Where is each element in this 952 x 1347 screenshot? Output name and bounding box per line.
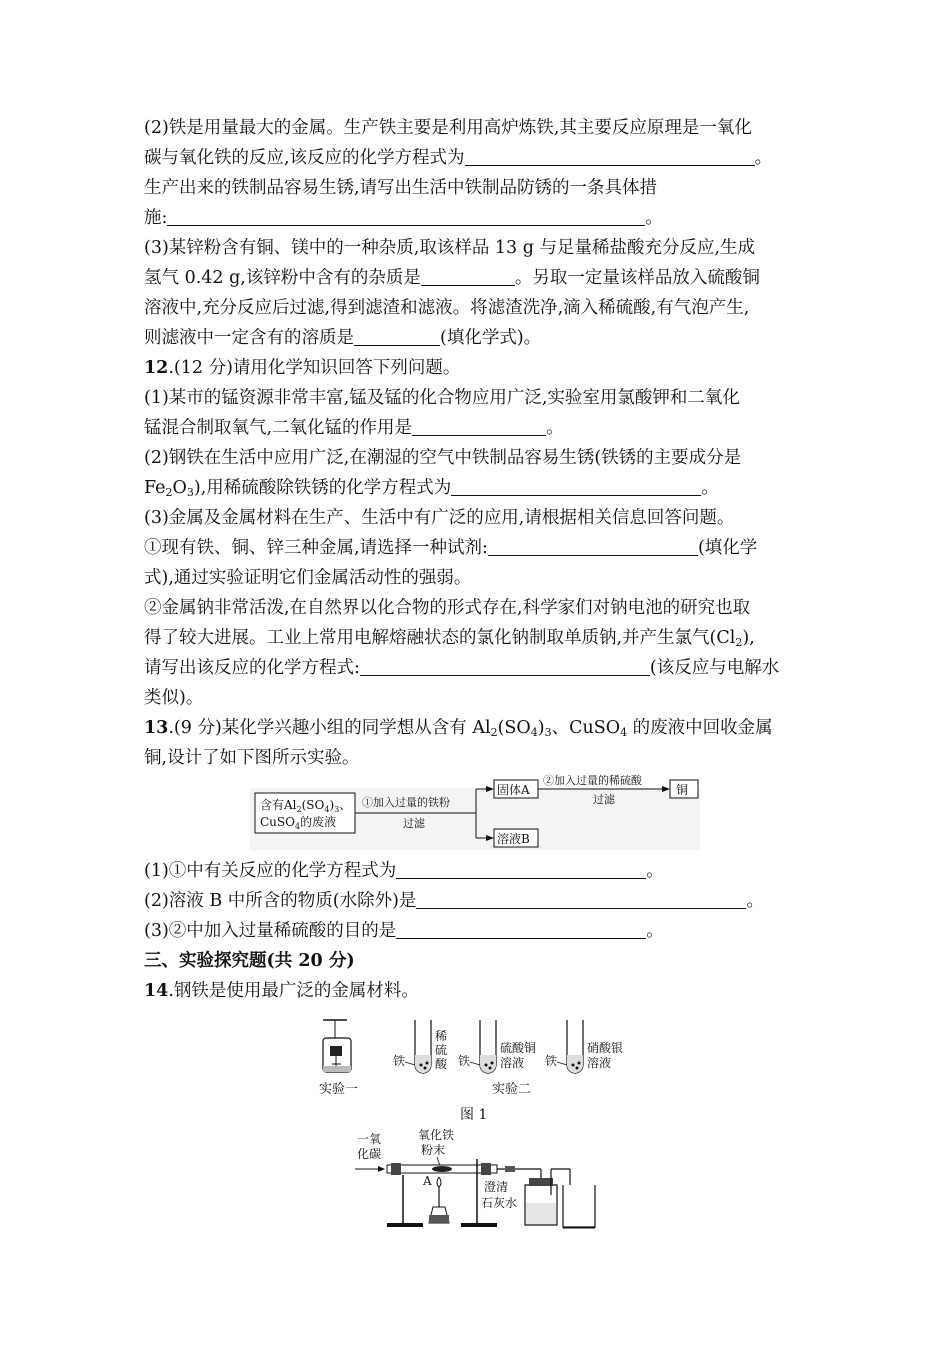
iron-label: 铁 [458, 1054, 471, 1068]
q11-p2-line4: 施: 。 [144, 208, 663, 228]
q11-p2-line3: 生产出来的铁制品容易生锈,请写出生活中铁制品防锈的一条具体措 [144, 178, 658, 198]
q12-p3-line5: 得了较大进展。工业上常用电解熔融状态的氯化钠制取单质钠,并产生氯气$(Cl_2)$, [144, 628, 755, 649]
answer-blank[interactable] [416, 892, 746, 909]
waste-liquid-line1: 含有$Al_2(SO_4)_3$、 [260, 798, 352, 814]
q13-line2: 铜,设计了如下图所示实验。 [144, 748, 360, 768]
answer-blank[interactable] [360, 659, 650, 676]
co-label-1: 一氧 [357, 1132, 382, 1146]
agno3-label-2: 溶液 [587, 1056, 612, 1070]
q12-p3-line3: 式),通过实验证明它们金属活动性的强弱。 [144, 568, 472, 588]
dilute-acid-label-1: 稀 [435, 1029, 448, 1043]
q11-p2-line1: (2)铁是用量最大的金属。生产铁主要是利用高炉炼铁,其主要反应原理是一氧化 [144, 118, 752, 138]
test-tube-2 [480, 1020, 496, 1073]
experiment-1-apparatus [323, 1020, 351, 1072]
step1-top-label: ①加入过量的铁粉 [362, 796, 450, 809]
q13-q2: (2)溶液 B 中所含的物质(水除外)是 。 [144, 891, 764, 911]
limewater-label-1: 澄清 [484, 1180, 509, 1194]
q14-heading: 14.钢铁是使用最广泛的金属材料。 [144, 981, 419, 1001]
q11-p2-line2: 碳与氧化铁的反应,该反应的化学方程式为 。 [144, 148, 773, 168]
solid-a-label: 固体A [497, 783, 530, 797]
cuso4-label-1: 硫酸铜 [500, 1041, 537, 1055]
section-3-heading: 三、实验探究题(共 20 分) [144, 951, 355, 971]
q13-heading: 13.(9 分)某化学兴趣小组的同学想从含有 $Al_2(SO_4)_3$、CuSO$_4$ 的废液中回收金属 [144, 718, 773, 739]
flow-chart [240, 770, 710, 850]
agno3-label-1: 硝酸银 [587, 1041, 624, 1055]
q13-q1: (1)①中有关反应的化学方程式为 。 [144, 861, 664, 881]
figure-1-caption: 图 1 [460, 1107, 488, 1123]
fe2o3-label-1: 氧化铁 [418, 1128, 455, 1142]
q12-p1-line2: 锰混合制取氧气,二氧化锰的作用是 。 [144, 418, 564, 438]
figure-1 [305, 1010, 650, 1125]
q11-p3-line1: (3)某锌粉含有铜、镁中的一种杂质,取该样品 13 g 与足量稀盐酸充分反应,生成 [144, 238, 756, 258]
q13-q3: (3)②中加入过量稀硫酸的目的是 。 [144, 921, 664, 941]
answer-blank[interactable] [488, 539, 698, 556]
figure-2-apparatus [345, 1125, 610, 1233]
burner-a-label: A [423, 1174, 432, 1188]
dilute-acid-label-3: 酸 [435, 1057, 448, 1071]
dilute-acid-label-2: 硫 [435, 1043, 448, 1057]
q12-p3-line1: (3)金属及金属材料在生产、生活中有广泛的应用,请根据相关信息回答问题。 [144, 508, 735, 528]
answer-blank[interactable] [412, 419, 546, 436]
q12-p3-line2: ①现有铁、铜、锌三种金属,请选择一种试剂: (填化学 [144, 538, 758, 558]
experiment-2-label: 实验二 [492, 1082, 532, 1097]
q11-p3-line2: 氢气 0.42 g,该锌粉中含有的杂质是 。另取一定量该样品放入硫酸铜 [144, 268, 760, 288]
q12-p2-line2: $Fe_2O_3$),用稀硫酸除铁锈的化学方程式为 。 [144, 478, 719, 499]
q11-p3-line3: 溶液中,充分反应后过滤,得到滤渣和滤液。将滤渣洗净,滴入稀硫酸,有气泡产生, [144, 298, 750, 318]
answer-blank[interactable] [396, 862, 646, 879]
q12-p1-line1: (1)某市的锰资源非常丰富,锰及锰的化合物应用广泛,实验室用氯酸钾和二氧化 [144, 388, 740, 408]
iron-label: 铁 [393, 1054, 406, 1068]
co-label-2: 化碳 [357, 1147, 382, 1161]
answer-blank[interactable] [465, 149, 755, 166]
step2-top-label: ②加入过量的稀硫酸 [543, 774, 642, 787]
limewater-label-2: 石灰水 [481, 1196, 518, 1210]
q12-p3-line6: 请写出该反应的化学方程式: (该反应与电解水 [144, 658, 780, 678]
q12-p2-line1: (2)钢铁在生活中应用广泛,在潮湿的空气中铁制品容易生锈(铁锈的主要成分是 [144, 448, 742, 468]
answer-blank[interactable] [451, 479, 701, 496]
test-tube-3 [567, 1020, 583, 1073]
test-tube-1 [415, 1020, 431, 1073]
solution-b-label: 溶液B [497, 832, 530, 846]
answer-blank[interactable] [396, 922, 646, 939]
cuso4-label-2: 溶液 [500, 1056, 525, 1070]
answer-blank[interactable] [167, 209, 645, 226]
iron-label: 铁 [545, 1054, 558, 1068]
step2-bottom-label: 过滤 [593, 793, 615, 806]
copper-label: 铜 [676, 783, 689, 797]
fe2o3-label-2: 粉末 [421, 1143, 446, 1157]
q12-p3-line7: 类似)。 [144, 688, 204, 708]
beaker [563, 1185, 595, 1227]
waste-liquid-line2: CuSO$_4$的废液 [260, 815, 337, 831]
experiment-1-label: 实验一 [319, 1082, 359, 1097]
q11-p3-line4: 则滤液中一定含有的溶质是 (填化学式)。 [144, 328, 542, 348]
answer-blank[interactable] [421, 269, 515, 286]
answer-blank[interactable] [354, 329, 440, 346]
q12-heading: 12.(12 分)请用化学知识回答下列问题。 [144, 358, 461, 378]
step1-bottom-label: 过滤 [403, 817, 425, 830]
arrow-head [378, 1166, 385, 1172]
q12-p3-line4: ②金属钠非常活泼,在自然界以化合物的形式存在,科学家们对钠电池的研究也取 [144, 598, 751, 618]
